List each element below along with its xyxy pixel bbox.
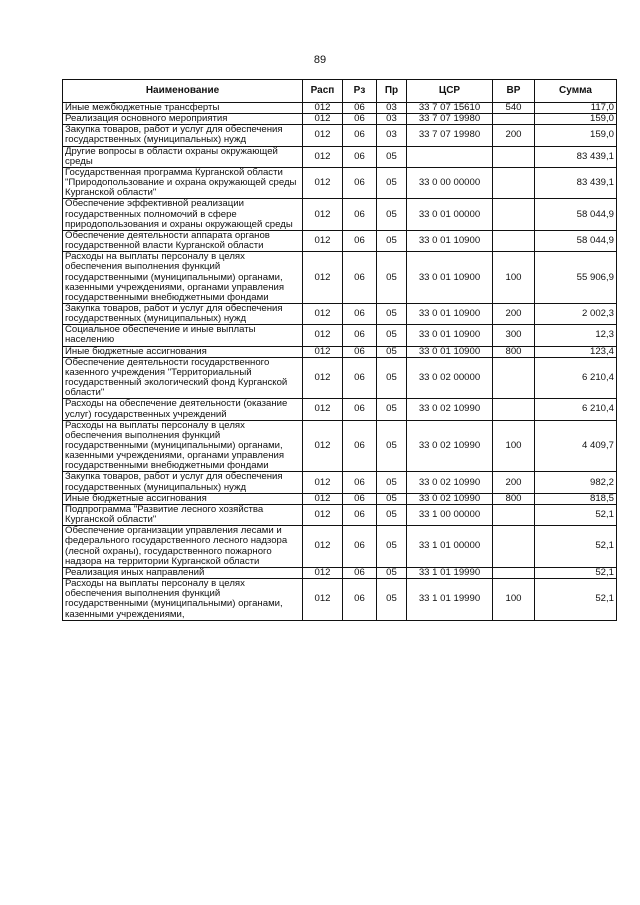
cell-csr: 33 0 01 10900 [407, 230, 493, 251]
table-header-row [63, 80, 617, 103]
cell-rasp: 012 [303, 103, 343, 114]
table-row [63, 579, 617, 621]
cell-rz: 06 [343, 199, 377, 230]
table-row [63, 103, 617, 114]
cell-rasp: 012 [303, 303, 343, 324]
cell-pr: 05 [377, 167, 407, 198]
cell-csr: 33 1 01 19990 [407, 567, 493, 578]
table-row [63, 472, 617, 493]
cell-rz: 06 [343, 114, 377, 125]
cell-sum: 117,0 [535, 103, 617, 114]
header-vr: ВР [493, 80, 535, 103]
cell-csr: 33 7 07 19980 [407, 114, 493, 125]
cell-rasp: 012 [303, 567, 343, 578]
cell-name: Другие вопросы в области охраны окружающей среды [63, 146, 303, 167]
cell-vr [493, 167, 535, 198]
cell-pr: 05 [377, 357, 407, 399]
cell-rz: 06 [343, 303, 377, 324]
cell-rz: 06 [343, 125, 377, 146]
cell-pr: 05 [377, 325, 407, 346]
cell-rasp: 012 [303, 399, 343, 420]
cell-pr: 05 [377, 399, 407, 420]
cell-sum: 83 439,1 [535, 167, 617, 198]
cell-csr: 33 0 02 00000 [407, 357, 493, 399]
cell-name: Государственная программа Курганской области "Природопользование и охрана окружающей среды Курганской области" [63, 167, 303, 198]
table-row [63, 325, 617, 346]
cell-name: Реализация основного мероприятия [63, 114, 303, 125]
cell-csr: 33 0 02 10990 [407, 399, 493, 420]
cell-csr: 33 0 00 00000 [407, 167, 493, 198]
header-csr: ЦСР [407, 80, 493, 103]
cell-sum: 52,1 [535, 579, 617, 621]
cell-vr: 300 [493, 325, 535, 346]
cell-rz: 06 [343, 493, 377, 504]
cell-rz: 06 [343, 325, 377, 346]
cell-vr [493, 230, 535, 251]
table-row [63, 504, 617, 525]
cell-name: Обеспечение деятельности государственного казенного учреждения "Территориальный государственный экологический фонд Курганской области" [63, 357, 303, 399]
cell-pr: 05 [377, 493, 407, 504]
header-rasp: Расп [303, 80, 343, 103]
cell-vr [493, 199, 535, 230]
cell-rz: 06 [343, 252, 377, 304]
page-number: 89 [313, 54, 327, 66]
cell-rasp: 012 [303, 114, 343, 125]
cell-pr: 05 [377, 252, 407, 304]
cell-vr: 200 [493, 125, 535, 146]
cell-pr: 05 [377, 420, 407, 472]
cell-pr: 05 [377, 146, 407, 167]
cell-rasp: 012 [303, 472, 343, 493]
cell-vr: 100 [493, 420, 535, 472]
cell-csr: 33 1 01 00000 [407, 526, 493, 568]
cell-vr: 200 [493, 472, 535, 493]
cell-rz: 06 [343, 146, 377, 167]
cell-vr: 100 [493, 579, 535, 621]
table-row [63, 567, 617, 578]
cell-sum: 52,1 [535, 504, 617, 525]
cell-csr: 33 0 02 10990 [407, 472, 493, 493]
cell-csr: 33 0 02 10990 [407, 420, 493, 472]
cell-sum: 4 409,7 [535, 420, 617, 472]
cell-csr: 33 0 01 00000 [407, 199, 493, 230]
cell-name: Расходы на выплаты персоналу в целях обеспечения выполнения функций государственными (муниципальными) органами, казенными учреждениями, [63, 579, 303, 621]
cell-rz: 06 [343, 567, 377, 578]
cell-name: Подпрограмма "Развитие лесного хозяйства Курганской области" [63, 504, 303, 525]
cell-vr: 200 [493, 303, 535, 324]
cell-pr: 03 [377, 114, 407, 125]
cell-csr: 33 0 01 10900 [407, 325, 493, 346]
table-row [63, 346, 617, 357]
cell-rasp: 012 [303, 230, 343, 251]
cell-pr: 05 [377, 504, 407, 525]
cell-name: Обеспечение эффективной реализации государственных полномочий в сфере природопользования и охраны окружающей среды [63, 199, 303, 230]
table-row [63, 146, 617, 167]
cell-name: Закупка товаров, работ и услуг для обеспечения государственных (муниципальных) нужд [63, 303, 303, 324]
table-row [63, 303, 617, 324]
cell-pr: 05 [377, 303, 407, 324]
cell-rz: 06 [343, 167, 377, 198]
cell-rz: 06 [343, 399, 377, 420]
cell-sum: 159,0 [535, 114, 617, 125]
cell-csr: 33 7 07 15610 [407, 103, 493, 114]
table-row [63, 493, 617, 504]
cell-name: Обеспечение организации управления лесами и федерального государственного лесного надзора (лесной охраны), государственного пожарного надзора на территории Курганской области [63, 526, 303, 568]
cell-sum: 818,5 [535, 493, 617, 504]
cell-rasp: 012 [303, 146, 343, 167]
table-row [63, 357, 617, 399]
header-name: Наименование [63, 80, 303, 103]
cell-vr: 100 [493, 252, 535, 304]
table-row [63, 230, 617, 251]
cell-rz: 06 [343, 103, 377, 114]
cell-rasp: 012 [303, 579, 343, 621]
cell-sum: 123,4 [535, 346, 617, 357]
cell-rasp: 012 [303, 325, 343, 346]
cell-sum: 52,1 [535, 526, 617, 568]
cell-rasp: 012 [303, 420, 343, 472]
cell-vr: 540 [493, 103, 535, 114]
table-row [63, 125, 617, 146]
cell-name: Обеспечение деятельности аппарата органов государственной власти Курганской области [63, 230, 303, 251]
cell-name: Расходы на обеспечение деятельности (оказание услуг) государственных учреждений [63, 399, 303, 420]
cell-vr [493, 114, 535, 125]
cell-sum: 58 044,9 [535, 230, 617, 251]
cell-sum: 12,3 [535, 325, 617, 346]
cell-name: Закупка товаров, работ и услуг для обеспечения государственных (муниципальных) нужд [63, 472, 303, 493]
cell-name: Иные бюджетные ассигнования [63, 493, 303, 504]
header-pr: Пр [377, 80, 407, 103]
cell-pr: 03 [377, 103, 407, 114]
cell-csr: 33 0 01 10900 [407, 346, 493, 357]
cell-pr: 05 [377, 346, 407, 357]
cell-pr: 05 [377, 579, 407, 621]
cell-vr [493, 526, 535, 568]
cell-rasp: 012 [303, 199, 343, 230]
cell-rz: 06 [343, 346, 377, 357]
cell-name: Расходы на выплаты персоналу в целях обеспечения выполнения функций государственными (муниципальными) органами, казенными учреждениями, органами управления государственными внебюджетными фондами [63, 252, 303, 304]
cell-sum: 159,0 [535, 125, 617, 146]
cell-csr [407, 146, 493, 167]
table-body [63, 103, 617, 621]
cell-vr [493, 357, 535, 399]
cell-sum: 6 210,4 [535, 399, 617, 420]
cell-sum: 982,2 [535, 472, 617, 493]
header-sum: Сумма [535, 80, 617, 103]
cell-rz: 06 [343, 504, 377, 525]
cell-vr: 800 [493, 493, 535, 504]
cell-pr: 05 [377, 526, 407, 568]
header-rz: Рз [343, 80, 377, 103]
cell-rasp: 012 [303, 125, 343, 146]
cell-name: Реализация иных направлений [63, 567, 303, 578]
table-row [63, 167, 617, 198]
cell-pr: 05 [377, 567, 407, 578]
cell-csr: 33 0 02 10990 [407, 493, 493, 504]
cell-name: Расходы на выплаты персоналу в целях обеспечения выполнения функций государственными (муниципальными) органами, казенными учреждениями, органами управления государственными внебюджетными фондами [63, 420, 303, 472]
cell-sum: 55 906,9 [535, 252, 617, 304]
cell-name: Иные бюджетные ассигнования [63, 346, 303, 357]
cell-rasp: 012 [303, 526, 343, 568]
cell-csr: 33 7 07 19980 [407, 125, 493, 146]
cell-rasp: 012 [303, 504, 343, 525]
cell-sum: 83 439,1 [535, 146, 617, 167]
cell-vr: 800 [493, 346, 535, 357]
cell-vr [493, 567, 535, 578]
cell-rasp: 012 [303, 346, 343, 357]
cell-rasp: 012 [303, 252, 343, 304]
cell-rz: 06 [343, 420, 377, 472]
cell-name: Иные межбюджетные трансферты [63, 103, 303, 114]
cell-vr [493, 504, 535, 525]
cell-csr: 33 1 00 00000 [407, 504, 493, 525]
cell-pr: 05 [377, 230, 407, 251]
cell-csr: 33 1 01 19990 [407, 579, 493, 621]
cell-rz: 06 [343, 472, 377, 493]
cell-sum: 6 210,4 [535, 357, 617, 399]
budget-table [62, 79, 617, 621]
table-row [63, 399, 617, 420]
table-row [63, 114, 617, 125]
cell-pr: 05 [377, 472, 407, 493]
cell-name: Социальное обеспечение и иные выплаты населению [63, 325, 303, 346]
cell-csr: 33 0 01 10900 [407, 303, 493, 324]
cell-sum: 2 002,3 [535, 303, 617, 324]
cell-pr: 03 [377, 125, 407, 146]
cell-vr [493, 146, 535, 167]
cell-pr: 05 [377, 199, 407, 230]
cell-csr: 33 0 01 10900 [407, 252, 493, 304]
cell-rz: 06 [343, 357, 377, 399]
cell-name: Закупка товаров, работ и услуг для обеспечения государственных (муниципальных) нужд [63, 125, 303, 146]
cell-rasp: 012 [303, 493, 343, 504]
table-row [63, 526, 617, 568]
cell-rz: 06 [343, 526, 377, 568]
cell-rz: 06 [343, 230, 377, 251]
cell-vr [493, 399, 535, 420]
cell-sum: 58 044,9 [535, 199, 617, 230]
table-row [63, 199, 617, 230]
table-row [63, 420, 617, 472]
table-row [63, 252, 617, 304]
cell-sum: 52,1 [535, 567, 617, 578]
cell-rasp: 012 [303, 167, 343, 198]
cell-rasp: 012 [303, 357, 343, 399]
cell-rz: 06 [343, 579, 377, 621]
